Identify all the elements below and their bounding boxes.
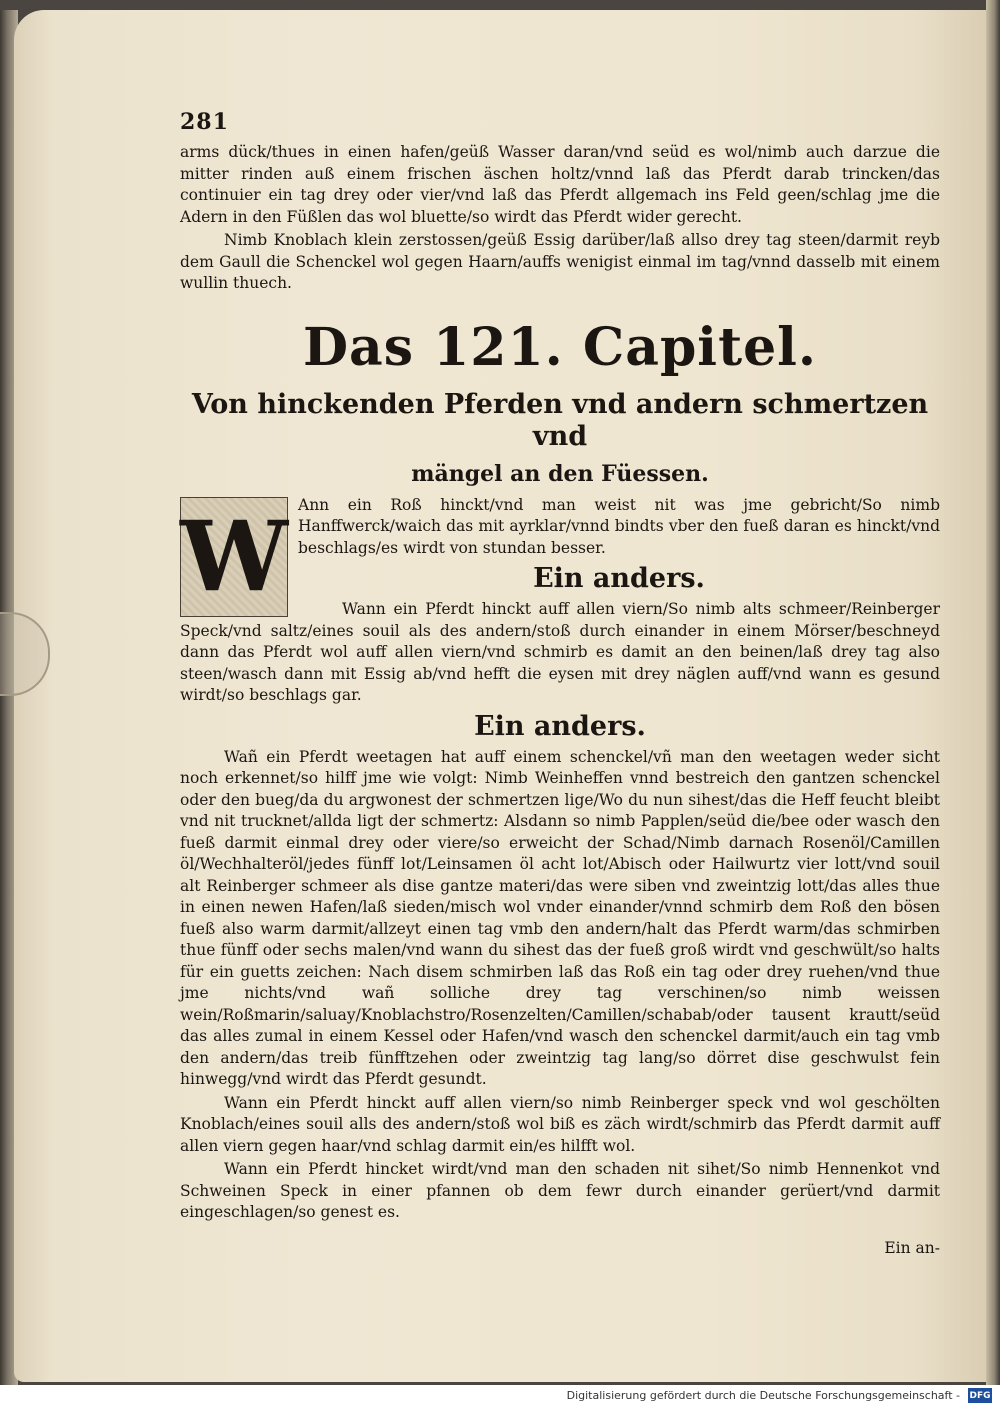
page-text [180,109,940,1259]
section-heading: Ein anders. [533,563,705,594]
footer-credit: Digitalisierung gefördert durch die Deutsche Forschungsgemeinschaft - [566,1389,960,1402]
dfg-logo-icon: DFG [968,1388,992,1403]
paragraph: Wann ein Pferdt hinckt auff allen viern/So nimb alts schmeer/Reinberger Speck/vnd saltz/eines souil als des andern/stoß durch einander in einem Mörser/beschneyd dann das Pferdt wol auff allen viern/vnd schmirb es damit an den beinen/laß drey tag also steen/wasch dann mit Essig ab/vnd hefft die eysen mit drey näglen auff/vnd wann es gesund wirdt/so beschlags gar. [180,600,940,704]
digitization-footer [0,1385,1000,1407]
section-heading: Ein anders. [474,710,646,742]
folio-number: 281 [180,109,229,135]
paragraph: Nimb Knoblach klein zerstossen/geüß Essig darüber/laß allso drey tag steen/darmit reyb dem Gaull die Schenckel wol gegen Haarn/auffs wenigist einmal im tag/vnnd dasselb mit einem wullin thuech. [180,231,940,292]
dropcap-section [180,495,940,707]
chapter-title: Das 121. Capitel. [302,316,818,378]
paragraph: Wann ein Pferdt hinckt auff allen viern/so nimb Reinberger speck vnd wol geschölten Knoblach/eines souil alls des andern/stoß wol biß es zäch wirdt/schmirb das Pferdt darmit auff allen viern gegen haar/vnd schlag darmit ein/es hilfft wol. [180,1093,940,1155]
paragraph: Wañ ein Pferdt weetagen hat auff einem schenckel/vñ man den weetagen weder sicht noch erkennet/so hilff jme wie volgt: Nimb Weinheffen vnnd bestreich den gantzen schenckel oder den bueg/da du argwonest der schmertzen lige/Wo du nun sihest/das die Heff feucht bleibt vnd nit trucknet/allda ligt der schmertz: Alsdann so nimb Papplen/seüd die/bee oder wasch den fueß darmit einmal drey oder viere/so erweicht der Schad/Nimb darnach Rosenöl/Camillen öl/Wechhalteröl/jedes fünff lot/Leinsamen öl acht lot/Abisch oder Hailwurtz vier lott/vnd souil alt Reinberger schmeer als dise gantze materi/das were siben vnd zweintzig lott/das alles thue in einen newen Hafen/laß sieden/misch wol vnder einander/vnnd schmirb dem Roß den bösen fueß also warm darmit/allzeyt einen tag vmb den andern/halt das Pferdt warm/das schmirben thue fünff oder sechs malen/vnd wann du sihest das der fueß groß wirdt vnd geschwült/so halts für ein guetts zeichen: Nach disem schmirben laß das Roß ein tag oder drey ruehen/vnd thue jme nichts/vnd wañ solliche drey tag verschinen/so nimb weissen wein/Roßmarin/saluay/Knoblachstro/Rosenzelten/Camillen/schabab/oder tausent krautt/seüd das alles zumal in einem Kessel oder Hafen/vnd wasch den schenckel darmit/auch ein tag vmb den andern/das treib fünfftzehen oder zweintzig tag lang/so dörret dise geschwulst fein hinwegg/vnd wirdt das Pferdt gesundt. [180,747,940,1088]
catchword: Ein an- [884,1238,940,1257]
paragraph: arms dück/thues in einen hafen/geüß Wasser daran/vnd seüd es wol/nimb auch darzue die mitter rinden auß einem frischen äschen holtz/vnnd laß das Pferdt darab trincken/das continuier ein tag drey oder vier/vnd laß das Pferdt allgemach ins Feld geen/schlag jme die Adern in den Füßlen das wol bluette/so wirdt das Pferdt wider gerecht. [180,143,940,226]
chapter-subtitle-line2: mängel an den Füessen. [411,460,709,487]
decorated-initial: W [180,497,288,617]
paragraph: Wann ein Pferdt hincket wirdt/vnd man den schaden nit sihet/So nimb Hennenkot vnd Schweinen Speck in einer pfannen ob dem fewr durch einander gerüert/vnd darmit eingeschlagen/so genest es. [180,1160,940,1221]
chapter-subtitle-line1: Von hinckenden Pferden vnd andern schmertzen vnd [191,388,929,452]
paragraph: Ann ein Roß hinckt/vnd man weist nit was jme gebricht/So nimb Hanffwerck/waich das mit ayrklar/vnnd bindts vber den fueß daran es hinckt/vnd beschlags/es wirdt von stundan besser. [298,495,940,557]
page-stack-edge [986,0,1000,1385]
